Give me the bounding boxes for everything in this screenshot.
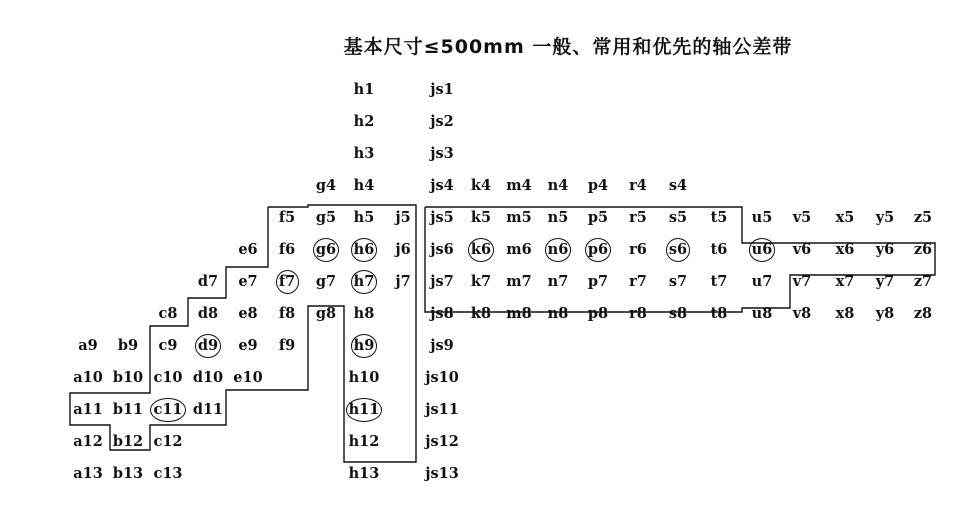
- zone-h8: [343, 304, 385, 324]
- zone-r4: [617, 176, 659, 196]
- zone-c8: [147, 304, 189, 324]
- zone-label: g6: [313, 238, 339, 262]
- zone-label: m5: [506, 209, 532, 226]
- zone-b11: [107, 400, 149, 420]
- zone-t8: [698, 304, 740, 324]
- zone-n6-preferred: [537, 240, 579, 260]
- zone-b10: [107, 368, 149, 388]
- zone-label: h1: [353, 81, 375, 98]
- zone-label: c10: [153, 369, 183, 386]
- zone-label: e8: [238, 305, 258, 322]
- zone-h1: [343, 80, 385, 100]
- zone-x6: [824, 240, 866, 260]
- zone-label: u7: [751, 273, 773, 290]
- zone-g6-preferred: [305, 240, 347, 260]
- zone-d11: [187, 400, 229, 420]
- zone-c10: [147, 368, 189, 388]
- zone-x5: [824, 208, 866, 228]
- zone-k7: [460, 272, 502, 292]
- zone-d9-preferred: [187, 336, 229, 356]
- zone-g8: [305, 304, 347, 324]
- zone-n8: [537, 304, 579, 324]
- zone-label: js10: [425, 369, 459, 386]
- zone-z8: [902, 304, 944, 324]
- zone-y8: [864, 304, 906, 324]
- zone-label: b9: [117, 337, 139, 354]
- zone-c9: [147, 336, 189, 356]
- zone-label: n8: [547, 305, 569, 322]
- zone-label: u6: [749, 238, 776, 262]
- zone-label: x7: [835, 273, 855, 290]
- zone-label: k7: [470, 273, 492, 290]
- zone-label: p7: [587, 273, 609, 290]
- zone-js5: [421, 208, 463, 228]
- zone-label: e9: [238, 337, 258, 354]
- zone-label: a11: [73, 401, 103, 418]
- zone-f8: [266, 304, 308, 324]
- zone-p5: [577, 208, 619, 228]
- zone-label: js6: [430, 241, 454, 258]
- zone-label: h11: [346, 398, 383, 422]
- zone-e8: [227, 304, 269, 324]
- zone-c13: [147, 464, 189, 484]
- zone-m6: [498, 240, 540, 260]
- zone-label: f8: [278, 305, 296, 322]
- zone-x8: [824, 304, 866, 324]
- zone-z7: [902, 272, 944, 292]
- zone-label: h12: [348, 433, 380, 450]
- zone-label: js5: [430, 209, 454, 226]
- zone-label: s7: [668, 273, 688, 290]
- zone-j7: [382, 272, 424, 292]
- zone-label: y6: [875, 241, 895, 258]
- zone-v7: [781, 272, 823, 292]
- zone-label: f7: [276, 270, 299, 294]
- zone-label: e6: [238, 241, 258, 258]
- zone-label: r4: [629, 177, 647, 194]
- zone-label: j6: [395, 241, 411, 258]
- zone-p8: [577, 304, 619, 324]
- zone-h4: [343, 176, 385, 196]
- zone-f9: [266, 336, 308, 356]
- zone-h12: [343, 432, 385, 452]
- zone-c11-preferred: [147, 400, 189, 420]
- zone-h9-preferred: [343, 336, 385, 356]
- zone-label: u5: [751, 209, 773, 226]
- zone-label: js2: [430, 113, 454, 130]
- zone-js7: [421, 272, 463, 292]
- zone-label: d7: [197, 273, 219, 290]
- zone-label: k5: [470, 209, 492, 226]
- zone-label: e10: [233, 369, 263, 386]
- zone-label: j7: [395, 273, 411, 290]
- zone-s8: [657, 304, 699, 324]
- zone-n4: [537, 176, 579, 196]
- zone-p4: [577, 176, 619, 196]
- zone-label: t8: [710, 305, 728, 322]
- zone-label: s6: [666, 238, 690, 262]
- zone-label: h9: [351, 334, 378, 358]
- zone-e10: [227, 368, 269, 388]
- zone-label: d8: [197, 305, 219, 322]
- zone-m7: [498, 272, 540, 292]
- zone-label: h13: [348, 465, 380, 482]
- zone-y6: [864, 240, 906, 260]
- zone-label: p8: [587, 305, 609, 322]
- zone-js12: [421, 432, 463, 452]
- zone-label: k6: [468, 238, 494, 262]
- zone-g4: [305, 176, 347, 196]
- zone-b9: [107, 336, 149, 356]
- zone-label: js13: [425, 465, 459, 482]
- zone-r6: [617, 240, 659, 260]
- zone-n7: [537, 272, 579, 292]
- zone-js10: [421, 368, 463, 388]
- zone-r7: [617, 272, 659, 292]
- zone-label: m8: [506, 305, 532, 322]
- zone-z6: [902, 240, 944, 260]
- zone-t5: [698, 208, 740, 228]
- zone-label: s8: [668, 305, 688, 322]
- zone-a11: [67, 400, 109, 420]
- zone-y5: [864, 208, 906, 228]
- zone-x7: [824, 272, 866, 292]
- zone-label: k4: [470, 177, 492, 194]
- zone-js6: [421, 240, 463, 260]
- zone-label: h10: [348, 369, 380, 386]
- zone-m4: [498, 176, 540, 196]
- zone-label: js4: [430, 177, 454, 194]
- zone-u6-preferred: [741, 240, 783, 260]
- zone-js11: [421, 400, 463, 420]
- zone-label: h6: [351, 238, 378, 262]
- zone-label: z6: [913, 241, 933, 258]
- zone-js8: [421, 304, 463, 324]
- zone-label: h2: [353, 113, 375, 130]
- zone-a13: [67, 464, 109, 484]
- zone-m5: [498, 208, 540, 228]
- zone-label: x8: [835, 305, 855, 322]
- zone-k4: [460, 176, 502, 196]
- zone-label: t5: [710, 209, 728, 226]
- zone-label: x6: [835, 241, 855, 258]
- zone-label: n5: [547, 209, 569, 226]
- zone-f5: [266, 208, 308, 228]
- zone-g5: [305, 208, 347, 228]
- zone-label: c8: [158, 305, 178, 322]
- zone-label: x5: [835, 209, 855, 226]
- zone-f7-preferred: [266, 272, 308, 292]
- zone-h11-preferred: [343, 400, 385, 420]
- zone-f6: [266, 240, 308, 260]
- zone-a9: [67, 336, 109, 356]
- zone-h6-preferred: [343, 240, 385, 260]
- zone-label: u8: [751, 305, 773, 322]
- zone-label: z7: [913, 273, 933, 290]
- zone-label: r7: [629, 273, 647, 290]
- zone-label: h3: [353, 145, 375, 162]
- zone-p7: [577, 272, 619, 292]
- zone-d10: [187, 368, 229, 388]
- zone-label: y8: [875, 305, 895, 322]
- zone-js9: [421, 336, 463, 356]
- zone-h13: [343, 464, 385, 484]
- zone-label: js11: [425, 401, 459, 418]
- zone-label: r8: [629, 305, 647, 322]
- zone-u5: [741, 208, 783, 228]
- zone-v6: [781, 240, 823, 260]
- zone-label: t7: [710, 273, 728, 290]
- zone-h2: [343, 112, 385, 132]
- zone-label: h5: [353, 209, 375, 226]
- zone-s4: [657, 176, 699, 196]
- zone-label: a12: [73, 433, 103, 450]
- zone-label: c12: [153, 433, 183, 450]
- zone-label: b11: [112, 401, 144, 418]
- zone-k6-preferred: [460, 240, 502, 260]
- zone-e6: [227, 240, 269, 260]
- zone-label: b10: [112, 369, 144, 386]
- zone-j5: [382, 208, 424, 228]
- zone-label: h8: [353, 305, 375, 322]
- zone-b12: [107, 432, 149, 452]
- zone-label: js8: [430, 305, 454, 322]
- zone-label: f9: [278, 337, 296, 354]
- zone-v5: [781, 208, 823, 228]
- zone-label: js3: [430, 145, 454, 162]
- zone-label: h4: [353, 177, 375, 194]
- zone-label: e7: [238, 273, 258, 290]
- zone-label: f5: [278, 209, 296, 226]
- zone-h10: [343, 368, 385, 388]
- zone-label: m6: [506, 241, 532, 258]
- zone-c12: [147, 432, 189, 452]
- zone-label: h7: [351, 270, 378, 294]
- zone-label: b13: [112, 465, 144, 482]
- zone-label: g7: [315, 273, 337, 290]
- zone-label: c11: [150, 398, 185, 422]
- zone-label: k8: [470, 305, 492, 322]
- zone-label: z5: [913, 209, 933, 226]
- zone-r5: [617, 208, 659, 228]
- zone-js2: [421, 112, 463, 132]
- zone-label: n4: [547, 177, 569, 194]
- zone-label: a13: [73, 465, 103, 482]
- zone-label: m4: [506, 177, 532, 194]
- zone-label: v6: [792, 241, 812, 258]
- zone-label: js9: [430, 337, 454, 354]
- zone-label: z8: [913, 305, 933, 322]
- zone-label: js12: [425, 433, 459, 450]
- zone-label: b12: [112, 433, 144, 450]
- zone-label: t6: [710, 241, 728, 258]
- zone-label: n7: [547, 273, 569, 290]
- zone-label: d9: [195, 334, 221, 358]
- zone-label: v5: [792, 209, 812, 226]
- zone-label: a10: [73, 369, 103, 386]
- zone-js4: [421, 176, 463, 196]
- zone-y7: [864, 272, 906, 292]
- zone-d8: [187, 304, 229, 324]
- zone-label: d11: [192, 401, 224, 418]
- zone-label: c13: [153, 465, 183, 482]
- zone-a10: [67, 368, 109, 388]
- zone-label: f6: [278, 241, 296, 258]
- zone-j6: [382, 240, 424, 260]
- zone-r8: [617, 304, 659, 324]
- zone-s5: [657, 208, 699, 228]
- zone-label: js7: [430, 273, 454, 290]
- zone-u7: [741, 272, 783, 292]
- zone-v8: [781, 304, 823, 324]
- zone-u8: [741, 304, 783, 324]
- zone-label: p5: [587, 209, 609, 226]
- zone-e9: [227, 336, 269, 356]
- zone-label: m7: [506, 273, 532, 290]
- zone-s7: [657, 272, 699, 292]
- zone-e7: [227, 272, 269, 292]
- zone-t6: [698, 240, 740, 260]
- zone-m8: [498, 304, 540, 324]
- zone-h7-preferred: [343, 272, 385, 292]
- zone-t7: [698, 272, 740, 292]
- zone-label: n6: [545, 238, 572, 262]
- zone-k5: [460, 208, 502, 228]
- zone-label: r6: [629, 241, 647, 258]
- zone-s6-preferred: [657, 240, 699, 260]
- zone-k8: [460, 304, 502, 324]
- zone-a12: [67, 432, 109, 452]
- zone-js1: [421, 80, 463, 100]
- zone-js3: [421, 144, 463, 164]
- zone-label: a9: [78, 337, 98, 354]
- zone-label: v8: [792, 305, 812, 322]
- zone-z5: [902, 208, 944, 228]
- zone-label: j5: [395, 209, 411, 226]
- zone-p6-preferred: [577, 240, 619, 260]
- zone-label: g4: [315, 177, 337, 194]
- zone-label: p4: [587, 177, 609, 194]
- zone-label: s5: [668, 209, 688, 226]
- zone-h3: [343, 144, 385, 164]
- zone-n5: [537, 208, 579, 228]
- zone-label: r5: [629, 209, 647, 226]
- zone-label: y7: [875, 273, 895, 290]
- zone-label: s4: [668, 177, 688, 194]
- zone-label: js1: [430, 81, 454, 98]
- zone-js13: [421, 464, 463, 484]
- zone-label: d10: [192, 369, 224, 386]
- page-title: 基本尺寸≤500mm 一般、常用和优先的轴公差带: [343, 36, 793, 58]
- zone-label: v7: [792, 273, 812, 290]
- zone-h5: [343, 208, 385, 228]
- zone-label: g8: [315, 305, 337, 322]
- zone-g7: [305, 272, 347, 292]
- zone-label: y5: [875, 209, 895, 226]
- zone-label: g5: [315, 209, 337, 226]
- zone-label: p6: [585, 238, 611, 262]
- zone-b13: [107, 464, 149, 484]
- zone-d7: [187, 272, 229, 292]
- zone-label: c9: [158, 337, 178, 354]
